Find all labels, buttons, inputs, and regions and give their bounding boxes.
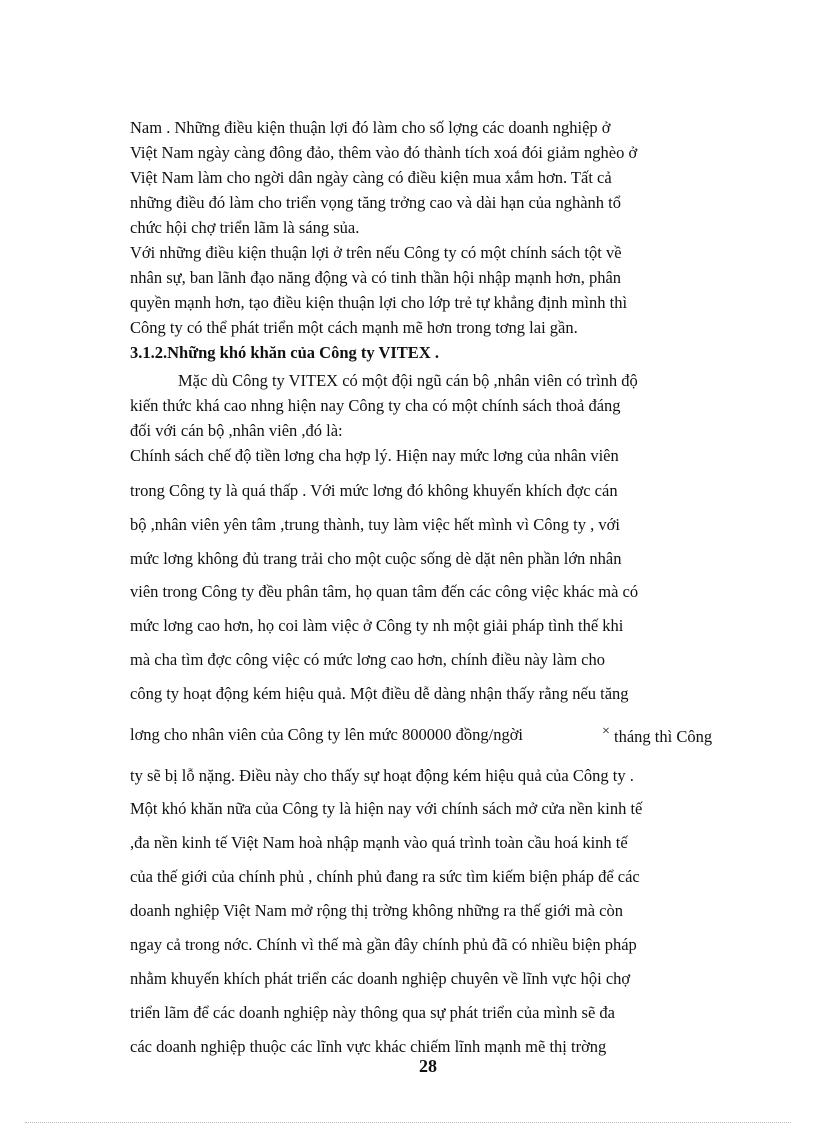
text-line: Một khó khăn nữa của Công ty là hiện nay với chính sách mở cửa nền kinh tế xyxy=(130,799,643,818)
text-line: mức lơng cao hơn, họ coi làm việc ở Công ty nh một giải pháp tình thế khi xyxy=(130,616,624,635)
text-line: nhân sự, ban lãnh đạo năng động và có tinh thần hội nhập mạnh hơn, phân xyxy=(130,268,622,287)
text-line: các doanh nghiệp thuộc các lĩnh vực khác chiếm lĩnh mạnh mẽ thị trờng xyxy=(130,1037,607,1056)
section-heading: 3.1.2.Những khó khăn của Công ty VITEX . xyxy=(130,343,439,362)
text-line: những điều đó làm cho triển vọng tăng trởng cao và dài hạn của nghành tổ xyxy=(130,193,621,212)
multiplication-sign: × xyxy=(602,724,610,739)
text-line: Với những điều kiện thuận lợi ở trên nếu Công ty có một chính sách tột về xyxy=(130,243,622,262)
text-line: lơng cho nhân viên của Công ty lên mức 800000 đồng/ngời xyxy=(130,725,524,744)
text-line: chức hội chợ triển lãm là sáng sủa. xyxy=(130,218,360,237)
text-line: ,đa nền kinh tế Việt Nam hoà nhập mạnh vào quá trình toàn cầu hoá kinh tế xyxy=(130,833,628,852)
text-line: doanh nghiệp Việt Nam mở rộng thị trờng không những ra thế giới mà còn xyxy=(130,901,623,920)
text-line: Công ty có thể phát triển một cách mạnh mẽ hơn trong tơng lai gần. xyxy=(130,318,578,337)
text-line: nhằm khuyến khích phát triển các doanh nghiệp chuyên về lĩnh vực hội chợ xyxy=(130,969,631,988)
text-line: triển lãm để các doanh nghiệp này thông qua sự phát triển của mình sẽ đa xyxy=(130,1003,616,1022)
page-number: 28 xyxy=(419,1056,437,1076)
text-line: Việt Nam ngày càng đông đảo, thêm vào đó thành tích xoá đói giảm nghèo ở xyxy=(130,143,638,162)
text-line: tháng thì Công xyxy=(614,727,713,746)
text-line: bộ ,nhân viên yên tâm ,trung thành, tuy làm việc hết mình vì Công ty , với xyxy=(130,515,620,534)
text-line: Việt Nam làm cho ngời dân ngày càng có điều kiện mua xắm hơn. Tất cả xyxy=(130,168,612,187)
text-line: ngay cả trong nớc. Chính vì thế mà gần đây chính phủ đã có nhiều biện pháp xyxy=(130,935,637,954)
text-line: Nam . Những điều kiện thuận lợi đó làm cho số lợng các doanh nghiệp ở xyxy=(130,118,611,137)
text-line: mức lơng không đủ trang trải cho một cuộc sống dè dặt nên phần lớn nhân xyxy=(130,549,622,568)
text-line: viên trong Công ty đều phân tâm, họ quan tâm đến các công việc khác mà có xyxy=(130,582,639,601)
text-line: kiến thức khá cao nhng hiện nay Công ty cha có một chính sách thoả đáng xyxy=(130,396,621,415)
text-line: quyền mạnh hơn, tạo điều kiện thuận lợi cho lớp trẻ tự khẳng định mình thì xyxy=(130,293,628,312)
text-line: trong Công ty là quá thấp . Với mức lơng đó không khuyến khích đợc cán xyxy=(130,481,618,500)
text-line: mà cha tìm đợc công việc có mức lơng cao hơn, chính điều này làm cho xyxy=(130,650,605,669)
text-line: của thế giới của chính phủ , chính phủ đang ra sức tìm kiếm biện pháp để các xyxy=(130,867,640,886)
text-line: Chính sách chế độ tiền lơng cha hợp lý. Hiện nay mức lơng của nhân viên xyxy=(130,446,619,465)
text-line: ty sẽ bị lỗ nặng. Điều này cho thấy sự hoạt động kém hiệu quả của Công ty . xyxy=(130,766,634,785)
text-line: đối với cán bộ ,nhân viên ,đó là: xyxy=(130,421,343,440)
text-line: công ty hoạt động kém hiệu quả. Một điều dễ dàng nhận thấy rằng nếu tăng xyxy=(130,684,629,703)
text-line: Mặc dù Công ty VITEX có một đội ngũ cán bộ ,nhân viên có trình độ xyxy=(178,371,638,390)
